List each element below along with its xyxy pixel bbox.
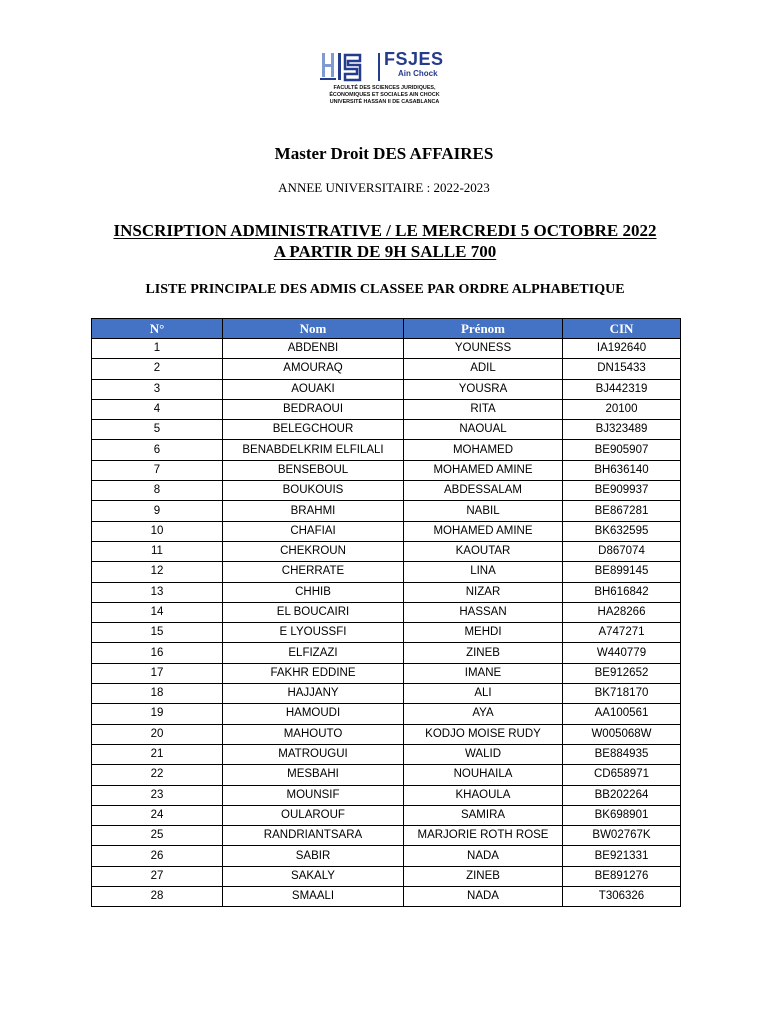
cell-number: 8: [92, 481, 223, 501]
cell-last-name: SABIR: [223, 846, 404, 866]
cell-first-name: NOUHAILA: [404, 765, 563, 785]
cell-number: 18: [92, 684, 223, 704]
cell-cin: BK718170: [563, 684, 681, 704]
logo-divider: [378, 53, 380, 81]
cell-last-name: ABDENBI: [223, 339, 404, 359]
table-row: [92, 826, 681, 846]
logo-brand-text: FSJES: [384, 49, 444, 69]
table-row: [92, 684, 681, 704]
cell-cin: BH636140: [563, 460, 681, 480]
cell-first-name: YOUNESS: [404, 339, 563, 359]
cell-cin: BE912652: [563, 663, 681, 683]
cell-last-name: HAJJANY: [223, 684, 404, 704]
cell-cin: T306326: [563, 887, 681, 907]
cell-cin: W005068W: [563, 724, 681, 744]
cell-first-name: NADA: [404, 846, 563, 866]
cell-number: 24: [92, 805, 223, 825]
cell-cin: BK698901: [563, 805, 681, 825]
cell-cin: BH616842: [563, 582, 681, 602]
cell-first-name: ZINEB: [404, 866, 563, 886]
table-row: [92, 887, 681, 907]
cell-last-name: MATROUGUI: [223, 744, 404, 764]
cell-cin: HA28266: [563, 602, 681, 622]
column-header-cin: CIN: [563, 319, 681, 339]
table-row: [92, 582, 681, 602]
cell-number: 13: [92, 582, 223, 602]
cell-first-name: AYA: [404, 704, 563, 724]
list-title: LISTE PRINCIPALE DES ADMIS CLASSEE PAR ORDRE ALPHABETIQUE: [145, 282, 625, 297]
table-row: [92, 541, 681, 561]
table-row: [92, 724, 681, 744]
cell-cin: CD658971: [563, 765, 681, 785]
cell-first-name: ZINEB: [404, 643, 563, 663]
cell-last-name: EL BOUCAIRI: [223, 602, 404, 622]
cell-first-name: ADIL: [404, 359, 563, 379]
table-row: [92, 460, 681, 480]
cell-number: 10: [92, 521, 223, 541]
registration-date-line: INSCRIPTION ADMINISTRATIVE / LE MERCREDI 5 OCTOBRE 2022: [113, 221, 657, 240]
cell-number: 22: [92, 765, 223, 785]
table-row: [92, 643, 681, 663]
cell-cin: BJ442319: [563, 379, 681, 399]
table-row: [92, 765, 681, 785]
column-header-first-name: Prénom: [404, 319, 563, 339]
logo-faculty-line-1: FACULTÉ DES SCIENCES JURIDIQUES,: [333, 85, 436, 91]
cell-number: 14: [92, 602, 223, 622]
academic-year: ANNEE UNIVERSITAIRE : 2022-2023: [278, 180, 490, 195]
cell-last-name: BOUKOUIS: [223, 481, 404, 501]
cell-cin: D867074: [563, 541, 681, 561]
table-row: [92, 846, 681, 866]
cell-number: 12: [92, 562, 223, 582]
cell-cin: BW02767K: [563, 826, 681, 846]
cell-first-name: MOHAMED AMINE: [404, 521, 563, 541]
cell-cin: BE909937: [563, 481, 681, 501]
table-row: [92, 420, 681, 440]
cell-number: 11: [92, 541, 223, 561]
cell-number: 25: [92, 826, 223, 846]
cell-first-name: YOUSRA: [404, 379, 563, 399]
cell-last-name: MOUNSIF: [223, 785, 404, 805]
cell-first-name: ALI: [404, 684, 563, 704]
cell-number: 5: [92, 420, 223, 440]
cell-number: 20: [92, 724, 223, 744]
cell-cin: A747271: [563, 623, 681, 643]
cell-first-name: SAMIRA: [404, 805, 563, 825]
cell-first-name: HASSAN: [404, 602, 563, 622]
faculty-logo: [298, 43, 471, 109]
cell-first-name: MARJORIE ROTH ROSE: [404, 826, 563, 846]
table-row: [92, 440, 681, 460]
table-row: [92, 481, 681, 501]
cell-cin: BE905907: [563, 440, 681, 460]
table-row: [92, 562, 681, 582]
cell-cin: AA100561: [563, 704, 681, 724]
cell-number: 17: [92, 663, 223, 683]
cell-last-name: RANDRIANTSARA: [223, 826, 404, 846]
table-row: [92, 785, 681, 805]
cell-cin: BB202264: [563, 785, 681, 805]
cell-cin: BJ323489: [563, 420, 681, 440]
cell-last-name: BEDRAOUI: [223, 399, 404, 419]
cell-number: 27: [92, 866, 223, 886]
table-row: [92, 359, 681, 379]
table-row: [92, 379, 681, 399]
cell-first-name: KODJO MOISE RUDY: [404, 724, 563, 744]
cell-number: 23: [92, 785, 223, 805]
column-header-number: N°: [92, 319, 223, 339]
cell-number: 1: [92, 339, 223, 359]
cell-number: 15: [92, 623, 223, 643]
registration-notice: [0, 220, 768, 262]
cell-last-name: CHERRATE: [223, 562, 404, 582]
cell-last-name: BRAHMI: [223, 501, 404, 521]
cell-first-name: KHAOULA: [404, 785, 563, 805]
table-row: [92, 602, 681, 622]
table-row: [92, 399, 681, 419]
cell-last-name: CHAFIAI: [223, 521, 404, 541]
table-body: [92, 339, 681, 907]
cell-last-name: SMAALI: [223, 887, 404, 907]
cell-number: 28: [92, 887, 223, 907]
program-title: Master Droit DES AFFAIRES: [274, 144, 494, 163]
logo-faculty-line-2: ÉCONOMIQUES ET SOCIALES AIN CHOCK: [329, 92, 440, 98]
cell-number: 9: [92, 501, 223, 521]
cell-last-name: BENSEBOUL: [223, 460, 404, 480]
cell-number: 4: [92, 399, 223, 419]
cell-last-name: BENABDELKRIM ELFILALI: [223, 440, 404, 460]
table-row: [92, 744, 681, 764]
cell-number: 6: [92, 440, 223, 460]
cell-first-name: MOHAMED: [404, 440, 563, 460]
cell-number: 26: [92, 846, 223, 866]
cell-number: 3: [92, 379, 223, 399]
cell-first-name: NABIL: [404, 501, 563, 521]
registration-room-line: A PARTIR DE 9H SALLE 700: [273, 242, 497, 261]
table-row: [92, 663, 681, 683]
cell-number: 2: [92, 359, 223, 379]
cell-last-name: AMOURAQ: [223, 359, 404, 379]
cell-last-name: CHHIB: [223, 582, 404, 602]
table-row: [92, 704, 681, 724]
cell-cin: IA192640: [563, 339, 681, 359]
cell-number: 16: [92, 643, 223, 663]
cell-number: 19: [92, 704, 223, 724]
cell-cin: DN15433: [563, 359, 681, 379]
university-emblem-icon: [320, 51, 374, 83]
cell-cin: BE921331: [563, 846, 681, 866]
cell-last-name: SAKALY: [223, 866, 404, 886]
table-row: [92, 866, 681, 886]
cell-number: 21: [92, 744, 223, 764]
cell-first-name: ABDESSALAM: [404, 481, 563, 501]
cell-first-name: RITA: [404, 399, 563, 419]
cell-first-name: LINA: [404, 562, 563, 582]
cell-cin: BE867281: [563, 501, 681, 521]
cell-first-name: MOHAMED AMINE: [404, 460, 563, 480]
cell-first-name: MEHDI: [404, 623, 563, 643]
cell-last-name: ELFIZAZI: [223, 643, 404, 663]
cell-last-name: OULAROUF: [223, 805, 404, 825]
table-row: [92, 521, 681, 541]
cell-last-name: BELEGCHOUR: [223, 420, 404, 440]
cell-cin: BE891276: [563, 866, 681, 886]
cell-cin: 20100: [563, 399, 681, 419]
cell-cin: BK632595: [563, 521, 681, 541]
cell-last-name: MAHOUTO: [223, 724, 404, 744]
table-row: [92, 805, 681, 825]
cell-first-name: IMANE: [404, 663, 563, 683]
cell-first-name: NADA: [404, 887, 563, 907]
cell-last-name: CHEKROUN: [223, 541, 404, 561]
logo-city-text: Ain Chock: [398, 69, 438, 78]
table-row: [92, 339, 681, 359]
cell-last-name: FAKHR EDDINE: [223, 663, 404, 683]
cell-last-name: HAMOUDI: [223, 704, 404, 724]
cell-number: 7: [92, 460, 223, 480]
cell-last-name: AOUAKI: [223, 379, 404, 399]
cell-cin: W440779: [563, 643, 681, 663]
table-row: [92, 623, 681, 643]
table-row: [92, 501, 681, 521]
column-header-last-name: Nom: [223, 319, 404, 339]
cell-first-name: NAOUAL: [404, 420, 563, 440]
logo-university-line: UNIVERSITÉ HASSAN II DE CASABLANCA: [329, 99, 440, 105]
cell-first-name: WALID: [404, 744, 563, 764]
cell-first-name: NIZAR: [404, 582, 563, 602]
cell-last-name: MESBAHI: [223, 765, 404, 785]
cell-last-name: E LYOUSSFI: [223, 623, 404, 643]
table-header-row: [92, 319, 681, 339]
cell-first-name: KAOUTAR: [404, 541, 563, 561]
cell-cin: BE899145: [563, 562, 681, 582]
cell-cin: BE884935: [563, 744, 681, 764]
admitted-students-table: [91, 318, 681, 907]
